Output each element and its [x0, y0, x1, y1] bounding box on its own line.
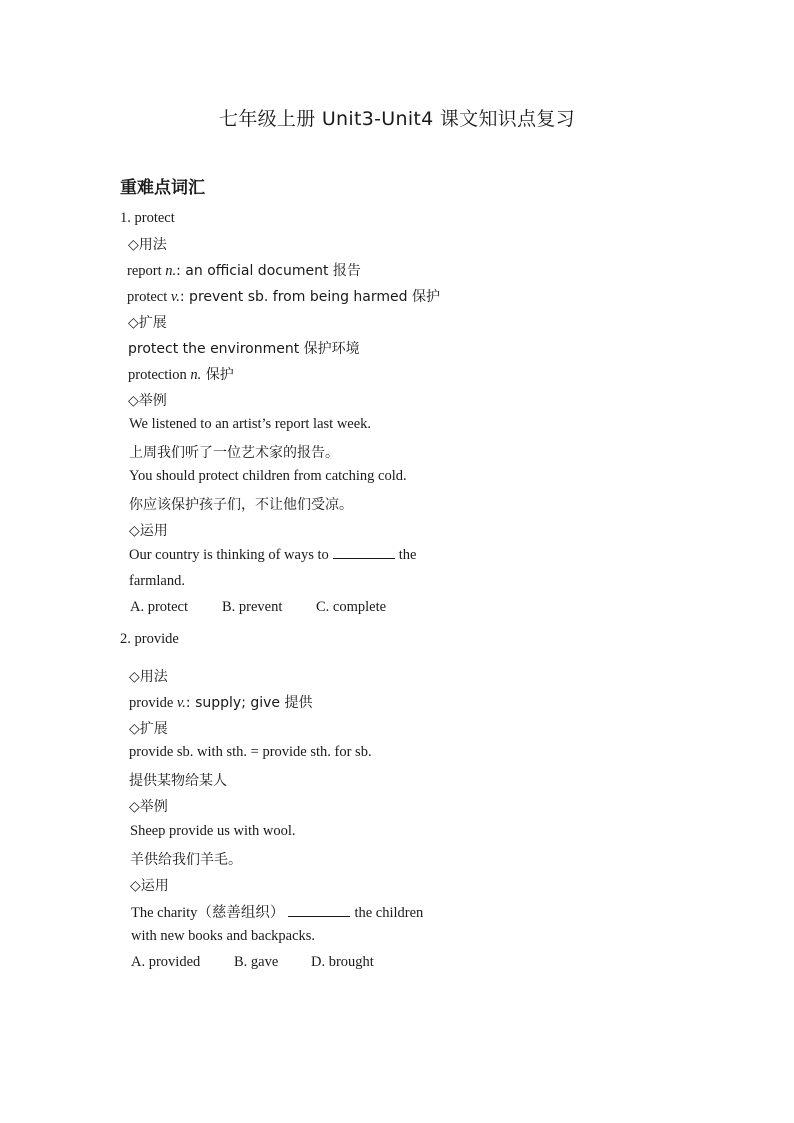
option-d: D. brought [311, 954, 374, 970]
option-b: B. prevent [222, 599, 283, 615]
item1-example-2-cn: 你应该保护孩子们，不让他们受凉。 [129, 497, 353, 513]
item1-example-1-cn: 上周我们听了一位艺术家的报告。 [129, 445, 339, 461]
answer-blank [333, 546, 395, 559]
item2-usage-label: ◇用法 [129, 669, 168, 685]
option-a: A. protect [130, 599, 188, 615]
usage-word: protect [127, 289, 171, 305]
item2-expand-label: ◇扩展 [129, 721, 168, 737]
section-title: 重难点词汇 [120, 178, 205, 198]
item2-expand-2: 提供某物给某人 [129, 773, 227, 789]
usage-pos: v. [176, 695, 186, 711]
item1-usage-2 [127, 286, 440, 306]
item2-options [131, 954, 374, 971]
item1-usage-label: ◇用法 [128, 237, 167, 253]
item2-apply-label: ◇运用 [130, 878, 169, 894]
item2-example-1-en: Sheep provide us with wool. [130, 823, 296, 839]
usage-def: : supply; give 提供 [185, 695, 313, 711]
item1-question [129, 546, 416, 564]
item1-expand-1: protect the environment 保护环境 [128, 341, 360, 357]
usage-pos: n. [165, 263, 177, 279]
usage-word: provide [129, 695, 177, 711]
option-b: B. gave [234, 954, 279, 970]
question-text: the [398, 547, 417, 563]
usage-def: : an official document 报告 [176, 263, 361, 279]
item2-example-1-cn: 羊供给我们羊毛。 [130, 852, 242, 868]
usage-word: report [127, 263, 166, 279]
item1-expand-2 [128, 364, 234, 384]
question-text: The charity（慈善组织） [131, 905, 285, 921]
expand-def: 保护 [201, 367, 234, 383]
item2-question [131, 901, 423, 922]
expand-pos: n. [190, 367, 202, 383]
item1-options [130, 599, 386, 616]
item2-expand-1: provide sb. with sth. = provide sth. for sb. [129, 744, 372, 760]
usage-def: : prevent sb. from being harmed 保护 [179, 289, 440, 305]
item2-heading: 2. provide [120, 631, 179, 647]
item1-question-cont: farmland. [129, 573, 185, 589]
option-a: A. provided [131, 954, 201, 970]
answer-blank [288, 904, 350, 917]
item2-question-cont: with new books and backpacks. [131, 928, 316, 944]
usage-pos: v. [170, 289, 180, 305]
item1-usage-1 [127, 260, 361, 280]
document-title: 七年级上册 Unit3-Unit4 课文知识点复习 [219, 108, 575, 130]
option-c: C. complete [316, 599, 387, 615]
question-text: the children [354, 905, 424, 921]
item1-expand-label: ◇扩展 [128, 315, 167, 331]
item1-apply-label: ◇运用 [129, 523, 168, 539]
expand-word: protection [128, 367, 191, 383]
item2-usage-1 [129, 692, 313, 712]
item2-example-label: ◇举例 [129, 799, 168, 815]
question-text: Our country is thinking of ways to [129, 547, 329, 563]
item1-example-1-en: We listened to an artist’s report last week. [129, 416, 372, 432]
item1-example-label: ◇举例 [128, 393, 167, 409]
item1-example-2-en: You should protect children from catching cold. [129, 468, 407, 484]
item1-heading: 1. protect [120, 210, 175, 226]
